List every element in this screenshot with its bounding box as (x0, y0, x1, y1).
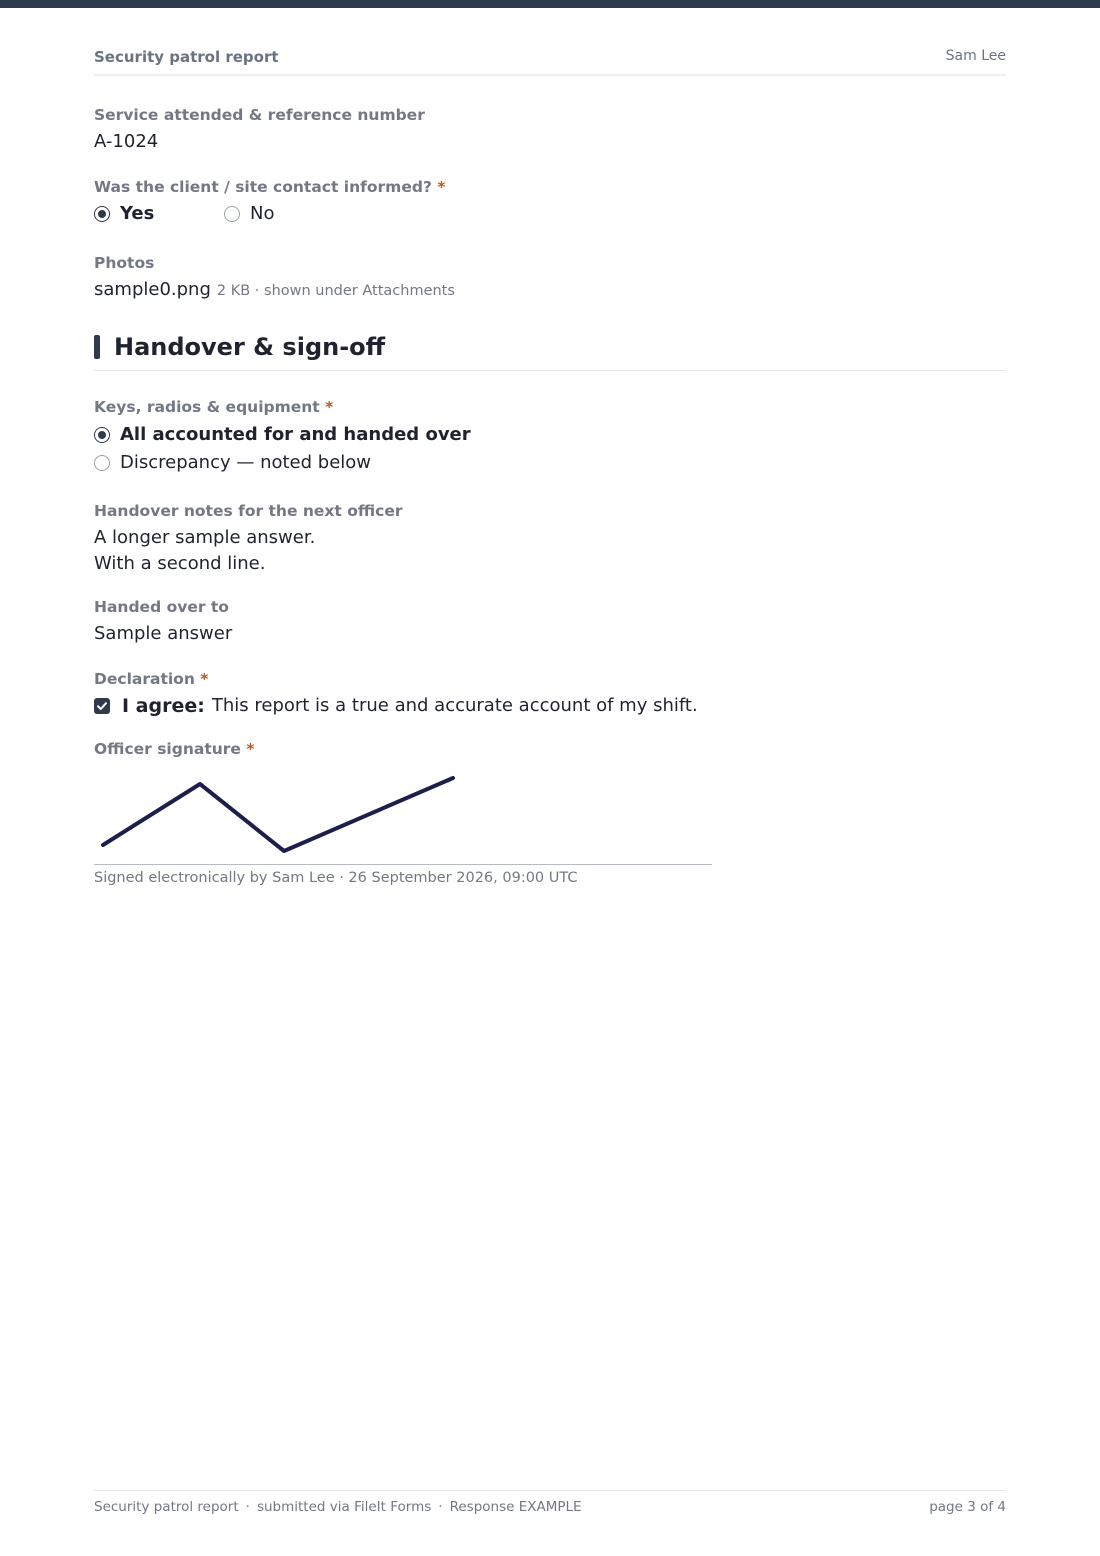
radio-unselected-icon (94, 455, 110, 471)
required-marker: * (437, 178, 446, 196)
declaration-label (94, 669, 1006, 689)
signature-caption: Signed electronically by Sam Lee · 26 September 2026, 09:00 UTC (94, 870, 578, 886)
service-value: A-1024 (94, 131, 159, 152)
document-title: Security patrol report (94, 48, 279, 66)
equipment-label-text: Keys, radios & equipment (94, 398, 320, 416)
radio-label-all-accounted: All accounted for and handed over (120, 424, 471, 445)
service-label: Service attended & reference number (94, 106, 425, 124)
radio-option-no[interactable] (224, 201, 274, 227)
footer-separator: · (438, 1499, 443, 1515)
declaration-row (94, 693, 1006, 719)
footer-info (94, 1499, 582, 1515)
section-title: Handover & sign-off (114, 333, 386, 361)
radio-option-yes[interactable] (94, 201, 224, 227)
client-informed-label (94, 177, 1006, 197)
section-header (94, 333, 1006, 371)
handover-notes-line: With a second line. (94, 553, 266, 574)
declaration-label-text: Declaration (94, 670, 195, 688)
handover-notes-value (94, 525, 1006, 577)
form-content (94, 105, 1006, 908)
handover-notes-field (94, 501, 1006, 577)
radio-option-discrepancy[interactable] (94, 449, 1006, 477)
top-accent-bar (0, 0, 1100, 8)
respondent-name: Sam Lee (945, 48, 1006, 64)
radio-selected-icon (94, 206, 110, 222)
client-informed-field (94, 177, 1006, 227)
declaration-text: This report is a true and accurate account of my shift. (211, 695, 698, 716)
signature-label-text: Officer signature (94, 740, 241, 758)
handed-over-to-label: Handed over to (94, 598, 229, 616)
footer-title: Security patrol report (94, 1499, 239, 1515)
declaration-field (94, 669, 1006, 719)
radio-label-yes: Yes (120, 203, 155, 224)
handover-notes-line: A longer sample answer. (94, 527, 316, 548)
photo-file-meta: 2 KB · shown under Attachments (216, 283, 455, 299)
client-informed-options (94, 201, 1006, 227)
equipment-options (94, 421, 1006, 477)
equipment-field (94, 397, 1006, 477)
client-informed-label-text: Was the client / site contact informed? (94, 178, 432, 196)
page-number: page 3 of 4 (929, 1499, 1006, 1515)
photos-label: Photos (94, 254, 155, 272)
radio-option-all-accounted[interactable] (94, 421, 1006, 449)
footer-separator: · (245, 1499, 250, 1515)
photo-attachment (94, 277, 1006, 303)
handed-over-to-field (94, 597, 1006, 647)
handover-notes-label: Handover notes for the next officer (94, 502, 403, 520)
required-marker: * (200, 670, 209, 688)
equipment-label (94, 397, 1006, 417)
signature-image (94, 765, 712, 865)
footer-via: submitted via FileIt Forms (256, 1499, 432, 1515)
declaration-agree: I agree: (122, 695, 205, 717)
section-marker (94, 335, 100, 359)
signature-stroke-icon (94, 765, 712, 865)
photo-file-name[interactable]: sample0.png (94, 279, 211, 300)
radio-label-discrepancy: Discrepancy — noted below (120, 452, 372, 473)
page-header (94, 48, 1006, 76)
service-field (94, 105, 1006, 155)
radio-label-no: No (250, 203, 275, 224)
signature-label (94, 739, 1006, 759)
radio-unselected-icon (224, 206, 240, 222)
radio-selected-icon (94, 427, 110, 443)
photos-field (94, 253, 1006, 303)
signature-field (94, 739, 1006, 886)
required-marker: * (325, 398, 334, 416)
handed-over-to-value: Sample answer (94, 623, 233, 644)
footer-response: Response EXAMPLE (449, 1499, 582, 1515)
required-marker: * (246, 740, 255, 758)
checkbox-checked-icon[interactable] (94, 698, 110, 714)
page-footer (94, 1490, 1006, 1515)
